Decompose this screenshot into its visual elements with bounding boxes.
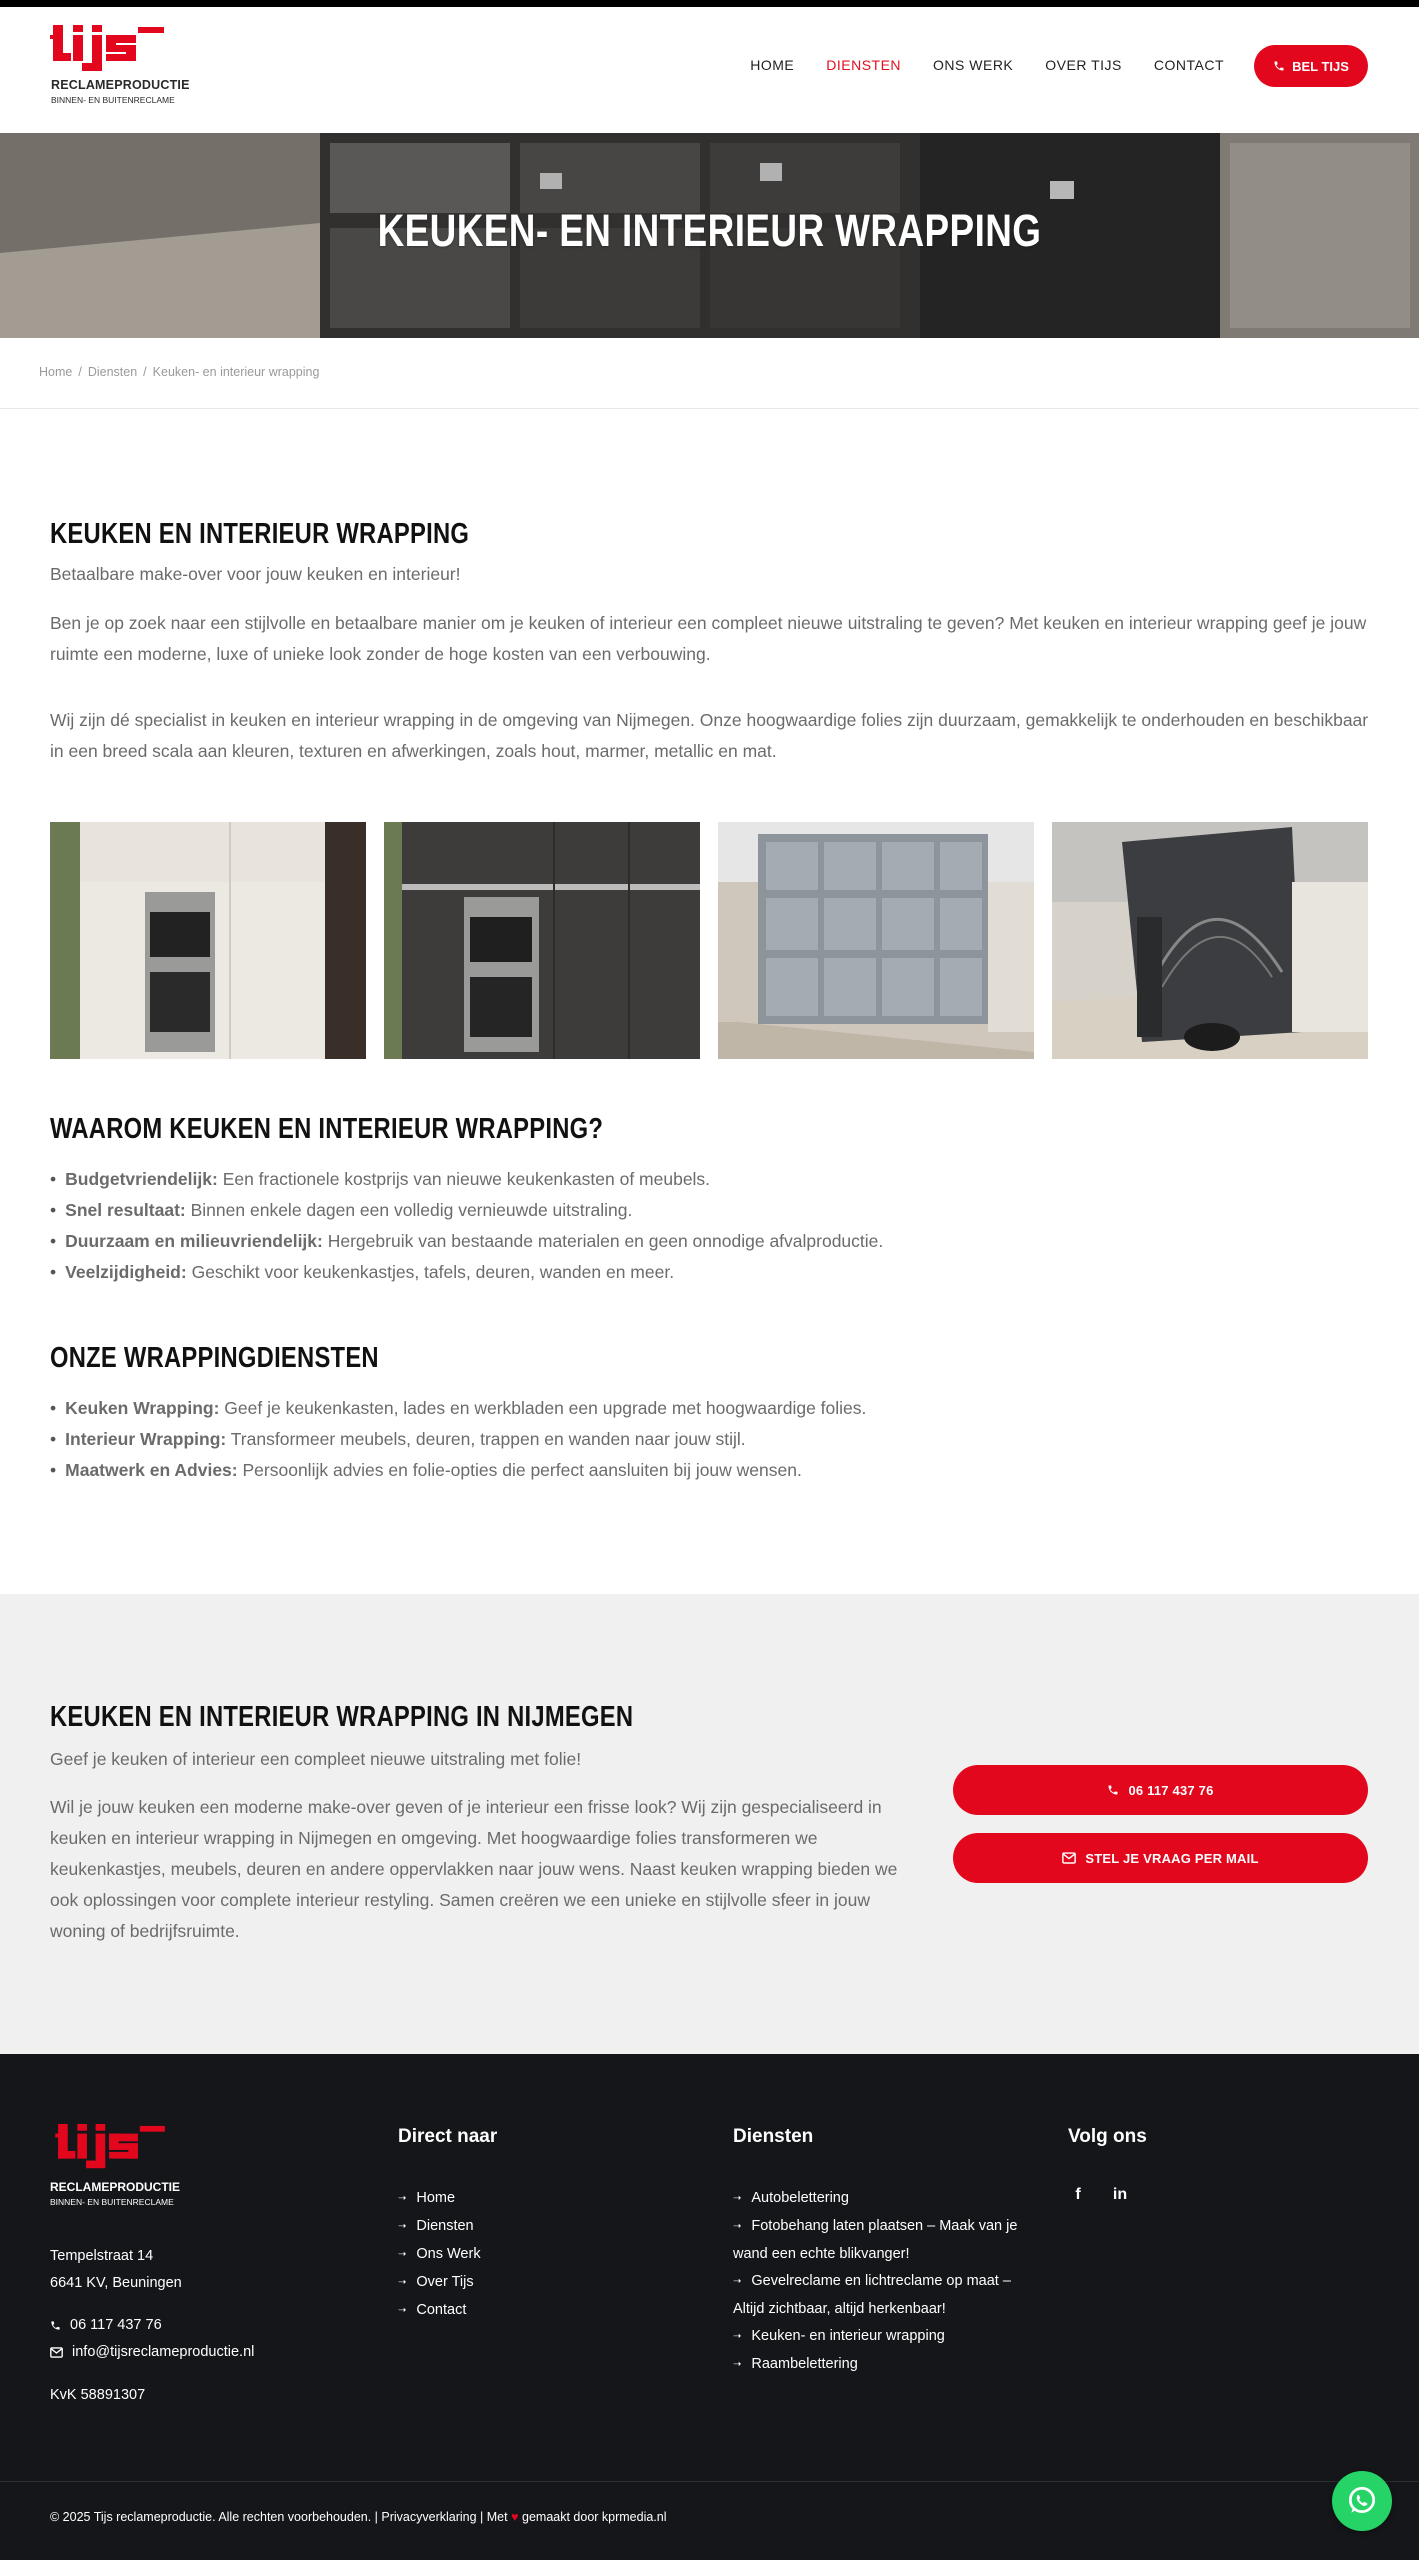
heart-icon: ♥ [511, 2510, 519, 2524]
footer-logo-mark[interactable] [50, 2124, 172, 2174]
footer-address-2: 6641 KV, Beuningen [50, 2275, 182, 2291]
copyright [50, 2510, 667, 2524]
footer-social-heading: Volg ons [1068, 2126, 1147, 2147]
list-item-label: Veelzijdigheid: [65, 1262, 187, 1282]
gallery-image-lockers[interactable] [718, 822, 1034, 1059]
list-item [398, 2297, 481, 2325]
footer-diensten-heading: Diensten [733, 2126, 814, 2147]
list-item [733, 2213, 1043, 2268]
photo-gallery [50, 822, 1368, 1059]
breadcrumb [39, 365, 319, 379]
footer-direct-heading: Direct naar [398, 2126, 498, 2147]
nav-diensten[interactable]: DIENSTEN [826, 57, 902, 73]
site-footer [0, 2054, 1419, 2560]
breadcrumb-home[interactable]: Home [39, 365, 73, 379]
footer-email[interactable] [50, 2344, 254, 2360]
list-item-label: Interieur Wrapping: [65, 1429, 227, 1449]
gallery-image-white-kitchen[interactable] [50, 822, 366, 1059]
list-item-label: Keuken Wrapping: [65, 1398, 220, 1418]
footer-logo-line-2: BINNEN- EN BUITENRECLAME [50, 2197, 174, 2207]
list-item [398, 2269, 481, 2297]
main-heading: KEUKEN EN INTERIEUR WRAPPING [50, 518, 470, 550]
footer-service-link[interactable]: Fotobehang laten plaatsen – Maak van je wand een echte blikvanger! [733, 2218, 1018, 2262]
cta-subheading: Geef je keuken of interieur een compleet nieuwe uitstraling met folie! [50, 1749, 582, 1769]
copyright-credit[interactable]: gemaakt door kprmedia.nl [522, 2510, 667, 2524]
list-item [733, 2268, 1043, 2323]
list-item-text: Een fractionele kostprijs van nieuwe keukenkasten of meubels. [222, 1169, 711, 1189]
footer-phone[interactable] [50, 2317, 162, 2333]
footer-direct-list [398, 2185, 481, 2325]
footer-service-link[interactable]: Raambelettering [751, 2356, 858, 2372]
main-subheading: Betaalbare make-over voor jouw keuken en interieur! [50, 564, 461, 584]
breadcrumb-diensten[interactable]: Diensten [87, 365, 138, 379]
facebook-icon[interactable]: f [1075, 2186, 1081, 2203]
list-item-label: Maatwerk en Advies: [65, 1460, 238, 1480]
social-links [1068, 2186, 1130, 2204]
site-header [0, 7, 1419, 133]
footer-diensten-list [733, 2185, 1043, 2379]
top-bar [0, 0, 1419, 7]
logo-line-2: BINNEN- EN BUITENRECLAME [51, 95, 175, 105]
site-logo[interactable] [50, 25, 190, 110]
footer-email-text: info@tijsreclameproductie.nl [72, 2344, 255, 2360]
footer-logo-line-1: RECLAMEPRODUCTIE [50, 2180, 181, 2194]
copyright-text: © 2025 Tijs reclameproductie. Alle rechten voorbehouden. | Privacyverklaring | Met [50, 2510, 508, 2524]
list-item-text: Transformeer meubels, deuren, trappen en wanden naar jouw stijl. [230, 1429, 746, 1449]
services-heading: ONZE WRAPPINGDIENSTEN [50, 1342, 379, 1374]
mail-icon [1062, 1852, 1076, 1864]
whatsapp-button[interactable] [1332, 2471, 1392, 2531]
footer-link-contact[interactable]: Contact [416, 2302, 467, 2318]
list-item [50, 1195, 883, 1226]
list-item [398, 2213, 481, 2241]
call-button-label: 06 117 437 76 [1128, 1782, 1214, 1798]
breadcrumb-separator: / [143, 365, 147, 379]
list-item-text: Hergebruik van bestaande materialen en geen onnodige afvalproductie. [327, 1231, 884, 1251]
cta-paragraph: Wil je jouw keuken een moderne make-over geven of je interieur een frisse look? Wij zijn gespecialiseerd in keuken en interieur wrapping in Nijmegen en omgeving. Met hoogwaardige folies transformeren we keukenkastjes, meubels, deuren en andere oppervlakken naar jouw wens. Naast keuken wrapping bieden we ook oplossingen voor complete interieur restyling. Samen creëren we een unieke en stijlvolle sfeer in jouw woning of bedrijfsruimte. [50, 1797, 898, 1941]
list-item [50, 1455, 866, 1486]
list-item [50, 1226, 883, 1257]
footer-link-ons-werk[interactable]: Ons Werk [416, 2246, 481, 2262]
breadcrumb-divider [0, 408, 1419, 409]
footer-divider [0, 2481, 1419, 2482]
hero-title: KEUKEN- EN INTERIEUR WRAPPING [377, 205, 1042, 256]
cta-section [0, 1594, 1419, 2054]
nav-contact[interactable]: CONTACT [1153, 57, 1224, 73]
intro-paragraph-2: Wij zijn dé specialist in keuken en interieur wrapping in de omgeving van Nijmegen. Onze hoogwaardige folies zijn duurzaam, gemakkelijk te onderhouden en beschikbaar in een breed scala aan kleuren, texturen en afwerkingen, zoals hout, marmer, metallic en mat. [50, 710, 1369, 761]
mail-icon [50, 2347, 63, 2358]
footer-service-link[interactable]: Keuken- en interieur wrapping [751, 2328, 945, 2344]
list-item-text: Binnen enkele dagen een volledig vernieuwde uitstraling. [190, 1200, 633, 1220]
footer-service-link[interactable]: Autobelettering [751, 2190, 849, 2206]
footer-link-over-tijs[interactable]: Over Tijs [416, 2274, 474, 2290]
list-item [50, 1393, 866, 1424]
list-item-label: Budgetvriendelijk: [65, 1169, 218, 1189]
mail-button[interactable] [953, 1833, 1368, 1883]
list-item [733, 2323, 1043, 2351]
logo-line-1: RECLAMEPRODUCTIE [51, 78, 190, 92]
phone-icon [1107, 1784, 1119, 1796]
breadcrumb-separator: / [78, 365, 82, 379]
cta-heading: KEUKEN EN INTERIEUR WRAPPING IN NIJMEGEN [50, 1701, 634, 1733]
list-item [50, 1257, 883, 1288]
list-item [733, 2185, 1043, 2213]
bel-tijs-button[interactable] [1254, 45, 1368, 87]
nav-ons-werk[interactable]: ONS WERK [933, 57, 1014, 73]
gallery-image-dark-kitchen[interactable] [384, 822, 700, 1059]
tijs-logo-mark [50, 25, 166, 77]
phone-icon [1273, 60, 1285, 72]
nav-over-tijs[interactable]: OVER TIJS [1045, 57, 1122, 73]
footer-link-home[interactable]: Home [416, 2190, 456, 2206]
list-item [50, 1164, 883, 1195]
linkedin-icon[interactable]: in [1112, 2186, 1128, 2203]
gallery-image-bridge-wrap[interactable] [1052, 822, 1368, 1059]
footer-phone-text: 06 117 437 76 [70, 2317, 162, 2333]
main-nav [750, 57, 1224, 73]
list-item [50, 1424, 866, 1455]
footer-link-diensten[interactable]: Diensten [416, 2218, 474, 2234]
list-item-text: Geschikt voor keukenkastjes, tafels, deuren, wanden en meer. [191, 1262, 675, 1282]
list-item [398, 2185, 481, 2213]
intro-paragraph-1: Ben je op zoek naar een stijlvolle en betaalbare manier om je keuken of interieur een compleet nieuwe uitstraling te geven? Met keuken en interieur wrapping geef je jouw ruimte een moderne, luxe of unieke look zonder de hoge kosten van een verbouwing. [50, 613, 1367, 664]
hero-banner [0, 133, 1419, 338]
why-heading: WAAROM KEUKEN EN INTERIEUR WRAPPING? [50, 1113, 604, 1145]
mail-button-label: STEL JE VRAAG PER MAIL [1085, 1850, 1259, 1866]
list-item [733, 2351, 1043, 2379]
list-item-label: Duurzaam en milieuvriendelijk: [65, 1231, 323, 1251]
call-button[interactable] [953, 1765, 1368, 1815]
list-item-text: Geef je keukenkasten, lades en werkbladen een upgrade met hoogwaardige folies. [224, 1398, 867, 1418]
list-item-text: Persoonlijk advies en folie-opties die perfect aansluiten bij jouw wensen. [242, 1460, 802, 1480]
nav-home[interactable]: HOME [750, 57, 795, 73]
footer-address-1: Tempelstraat 14 [50, 2248, 154, 2264]
phone-icon [50, 2320, 61, 2331]
services-list [50, 1393, 866, 1486]
breadcrumb-current: Keuken- en interieur wrapping [152, 365, 320, 379]
list-item [398, 2241, 481, 2269]
why-list [50, 1164, 883, 1288]
footer-kvk: KvK 58891307 [50, 2387, 146, 2403]
list-item-label: Snel resultaat: [65, 1200, 186, 1220]
footer-service-link[interactable]: Gevelreclame en lichtreclame op maat – Altijd zichtbaar, altijd herkenbaar! [733, 2273, 1011, 2317]
whatsapp-icon [1345, 2484, 1379, 2518]
bel-tijs-label: BEL TIJS [1292, 58, 1349, 74]
